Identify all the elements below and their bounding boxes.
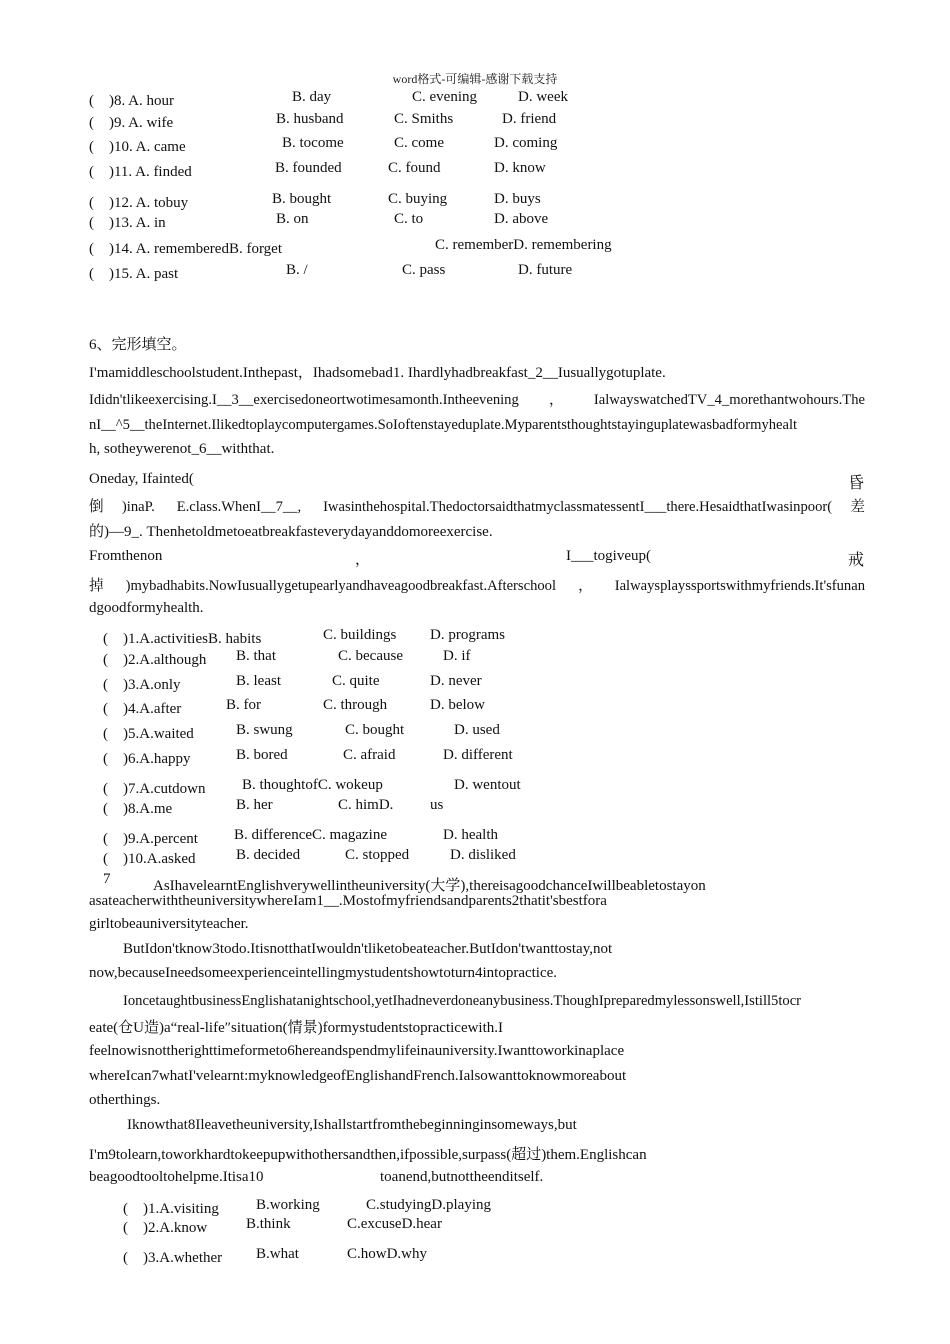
option-c: C. afraid [343, 747, 396, 763]
passage-6-line: I___togiveup( [566, 548, 651, 564]
question-6-3 [103, 673, 803, 693]
option-d: D. used [454, 722, 500, 738]
option-c: C.studyingD.playing [366, 1197, 492, 1213]
option-d: D. future [518, 262, 573, 278]
question-6-7 [103, 777, 803, 797]
option-b: B. / [286, 262, 308, 278]
option-d: D. week [518, 89, 568, 105]
option-d: us [430, 797, 444, 813]
question-stem: ( )3.A.only [103, 677, 181, 693]
passage-7-line: AsIhavelearntEnglishverywellintheuniversity(大学),thereisagoodchanceIwillbeabletostayon [153, 878, 706, 894]
question-stem: ( )10.A.asked [103, 851, 196, 867]
passage-6-line: nI__^5__theInternet.Ilikedtoplaycomputergames.SoIoftenstayeduplate.Myparentsthoughtstayinguplatewasbadformyhealt [89, 417, 798, 433]
question-6-10 [103, 847, 803, 867]
option-c: C. rememberD. remembering [435, 237, 612, 253]
option-d: D. health [443, 827, 498, 843]
passage-6-line: Oneday, Ifainted( [89, 471, 194, 487]
section-7-number: 7 [103, 871, 111, 887]
option-b: B. decided [236, 847, 301, 863]
question-6-5 [103, 722, 803, 742]
option-d: D. below [430, 697, 485, 713]
option-c: C.howD.why [347, 1246, 428, 1262]
question-stem: ( )13. A. in [89, 215, 166, 231]
option-b: B.think [246, 1216, 291, 1232]
option-b: B.what [256, 1246, 299, 1262]
question-stem: ( )2.A.although [103, 652, 207, 668]
question-stem: ( )7.A.cutdown [103, 781, 206, 797]
option-c: C. come [394, 135, 444, 151]
question-10 [89, 135, 789, 155]
option-b: B. for [226, 697, 261, 713]
passage-6-line: 掉)mybadhabits.NowIusuallygetupearlyandhaveagoodbreakfast.Afterschool，Ialwaysplayssportswithmyfriends.It'sfunan [89, 578, 865, 594]
option-b: B. bought [272, 191, 332, 207]
question-stem: ( )6.A.happy [103, 751, 191, 767]
option-c: C. stopped [345, 847, 410, 863]
question-stem: ( )4.A.after [103, 701, 182, 717]
option-c: C. found [388, 160, 441, 176]
option-c: C. himD. [338, 797, 394, 813]
option-d: D. coming [494, 135, 558, 151]
passage-7-line: feelnowisnottherighttimeformeto6hereandspendmylifeinauniversity.Iwanttoworkinaplace [89, 1043, 625, 1059]
question-stem: ( )12. A. tobuy [89, 195, 189, 211]
passage-7-line: Iknowthat8Ileavetheuniversity,Ishallstartfromthebeginninginsomeways,but [127, 1117, 577, 1133]
option-c: C. Smiths [394, 111, 454, 127]
section-6-title: 6、完形填空。 [89, 337, 187, 353]
option-d: D. disliked [450, 847, 516, 863]
passage-7-line: whereIcan7whatI'velearnt:myknowledgeofEnglishandFrench.Ialsowanttoknowmoreabout [89, 1068, 627, 1084]
option-d: D. different [443, 747, 513, 763]
passage-6-gloss: 戒 [848, 552, 865, 569]
question-15 [89, 262, 789, 282]
question-stem: ( )2.A.know [123, 1220, 208, 1236]
question-7-2 [123, 1216, 723, 1236]
question-stem: ( )15. A. past [89, 266, 179, 282]
question-stem: ( )5.A.waited [103, 726, 194, 742]
passage-7-line: eate(仓U造)a“real-life″situation(情景)formystudentstopracticewith.I [89, 1020, 504, 1036]
passage-7-line: I'm9tolearn,toworkhardtokeepupwithothersandthen,ifpossible,surpass(超过)them.Englishcan [89, 1147, 647, 1163]
question-6-9 [103, 827, 803, 847]
passage-6-line: I'mamiddleschoolstudent.Inthepast，Ihadsomebad1. Ihardlyhadbreakfast_2__Iusuallygotuplate. [89, 365, 666, 381]
option-c: C. quite [332, 673, 380, 689]
passage-7-line: IoncetaughtbusinessEnglishatanightschool,yetIhadneverdoneanybusiness.ThoughIpreparedmylessonswell,Istill5tocr [123, 993, 802, 1009]
option-b: B. husband [276, 111, 344, 127]
option-d: D. never [430, 673, 482, 689]
passage-7-line: beagoodtooltohelpme.Itisa10 [89, 1169, 264, 1185]
option-c: C. to [394, 211, 424, 227]
question-6-1 [103, 627, 803, 647]
question-stem: ( )9. A. wife [89, 115, 174, 131]
question-stem: ( )9.A.percent [103, 831, 198, 847]
question-6-4 [103, 697, 803, 717]
question-11 [89, 160, 789, 180]
option-b: B.working [256, 1197, 320, 1213]
option-b: B. day [292, 89, 332, 105]
option-d: D. friend [502, 111, 557, 127]
passage-7-line: girltobeauniversityteacher. [89, 916, 249, 932]
question-stem: ( )3.A.whether [123, 1250, 223, 1266]
option-d: D. above [494, 211, 549, 227]
question-6-6 [103, 747, 803, 767]
option-c: C. pass [402, 262, 446, 278]
passage-7-line: now,becauseIneedsomeexperienceintellingmystudentshowtoturn4intopractice. [89, 965, 558, 981]
passage-6-line: ， [355, 552, 371, 568]
question-13 [89, 211, 789, 231]
option-c: C. because [338, 648, 403, 664]
question-8 [89, 89, 789, 109]
option-c: C. bought [345, 722, 405, 738]
page-header: word格式-可编辑-感谢下载支持 [392, 72, 558, 86]
option-c: C. through [323, 697, 388, 713]
option-c: C. evening [412, 89, 477, 105]
question-7-3 [123, 1246, 723, 1266]
question-7-1 [123, 1197, 723, 1217]
passage-7-line: otherthings. [89, 1092, 161, 1108]
passage-6-line: 的)—9_. Thenhetoldmetoeatbreakfasteverydayanddomoreexercise. [89, 524, 493, 540]
option-d: D. if [443, 648, 471, 664]
passage-6-line: 倒)inaP. E.class.WhenI__7__, Iwasinthehospital.ThedoctorsaidthatmyclassmatessentI___there.HesaidthatIwasinpoor(差 [89, 499, 865, 515]
passage-6-line: h, sotheywerenot_6__withthat. [89, 441, 275, 457]
option-b: B. differenceC. magazine [234, 827, 387, 843]
question-stem: ( )8.A.me [103, 801, 173, 817]
option-b: B. bored [236, 747, 288, 763]
question-stem: ( )14. A. rememberedB. forget [89, 241, 283, 257]
option-d: D. know [494, 160, 546, 176]
question-6-2 [103, 648, 803, 668]
option-c: C. buying [388, 191, 448, 207]
question-stem: ( )10. A. came [89, 139, 186, 155]
option-b: B. tocome [282, 135, 344, 151]
passage-6-line: Ididn'tlikeexercising.I__3__exercisedoneortwotimesamonth.Intheevening，IalwayswatchedTV_4_morethantwohours.The [89, 392, 865, 408]
option-b: B. thoughtofC. wokeup [242, 777, 383, 793]
option-b: B. founded [275, 160, 342, 176]
option-b: B. swung [236, 722, 293, 738]
option-c: C. buildings [323, 627, 397, 643]
passage-6-line: Fromthenon [89, 548, 163, 564]
question-stem: ( )1.A.visiting [123, 1201, 219, 1217]
option-c: C.excuseD.hear [347, 1216, 442, 1232]
option-d: D. buys [494, 191, 541, 207]
passage-7-line: asateacherwiththeuniversitywhereIam1__.Mostofmyfriendsandparents2thatit'sbestfora [89, 893, 607, 909]
question-12 [89, 191, 789, 211]
option-d: D. wentout [454, 777, 521, 793]
question-stem: ( )1.A.activitiesB. habits [103, 631, 262, 647]
option-b: B. that [236, 648, 276, 664]
question-stem: ( )8. A. hour [89, 93, 174, 109]
option-b: B. least [236, 673, 281, 689]
question-6-8 [103, 797, 803, 817]
option-d: D. programs [430, 627, 505, 643]
question-stem: ( )11. A. finded [89, 164, 192, 180]
option-b: B. on [276, 211, 309, 227]
question-9 [89, 111, 789, 131]
passage-6-gloss: 昏 [848, 475, 865, 492]
passage-7-line: ButIdon'tknow3todo.ItisnotthatIwouldn'tliketobeateacher.ButIdon'twanttostay,not [123, 941, 613, 957]
question-14 [89, 237, 789, 257]
passage-7-line: toanend,butnottheenditself. [380, 1169, 544, 1185]
option-b: B. her [236, 797, 273, 813]
passage-6-line: dgoodformyhealth. [89, 600, 204, 616]
